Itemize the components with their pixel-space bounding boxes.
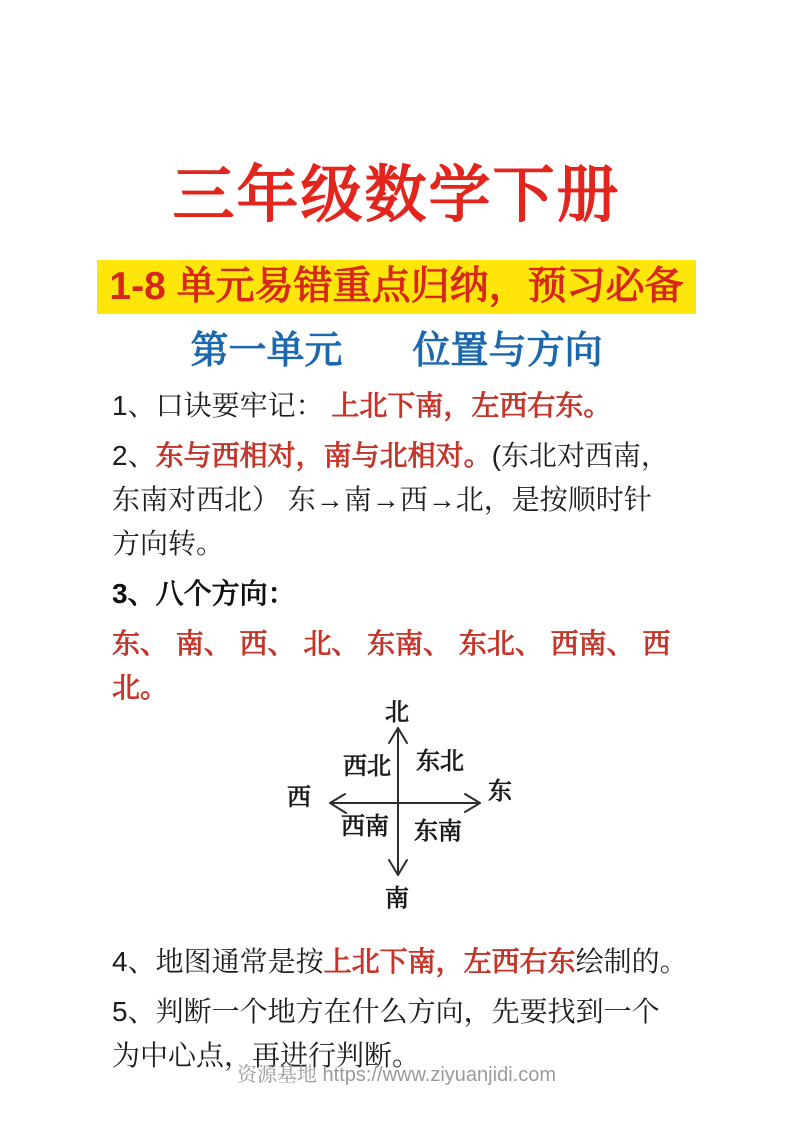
compass-label-northeast: 东北	[416, 748, 464, 775]
watermark: 资源基地 https://www.ziyuanjidi.com	[237, 1064, 556, 1086]
page-title: 三年级数学下册	[172, 161, 621, 230]
text-segment: 东、 南、 西、 北、 东南、 东北、 西南、 西	[112, 628, 671, 659]
text-segment: 5、判断一个地方在什么方向，先要找到一个	[112, 996, 660, 1027]
text-segment: 2、	[112, 440, 156, 471]
text-segment: 4、地图通常是按	[112, 946, 324, 977]
section-topic-label: 位置与方向	[412, 330, 603, 372]
banner-row	[0, 260, 793, 314]
section-heading	[0, 328, 793, 374]
compass-label-east: 东	[488, 778, 512, 805]
note-paragraph-2	[112, 434, 732, 566]
text-segment: 东南对西北） 东→南→西→北，是按顺时针	[112, 484, 652, 515]
note-paragraph-3	[112, 572, 732, 616]
text-segment: 北。	[112, 672, 169, 703]
compass-label-southeast: 东南	[414, 818, 462, 845]
highlight-banner: 1-8 单元易错重点归纳，预习必备	[97, 260, 695, 314]
compass-label-southwest: 西南	[341, 813, 389, 840]
compass-label-northwest: 西北	[343, 753, 391, 780]
compass-label-west: 西	[287, 784, 311, 811]
compass-label-south: 南	[385, 885, 409, 912]
text-segment: 1、口诀要牢记：	[112, 390, 332, 421]
compass-label-north: 北	[385, 699, 409, 726]
compass-diagram	[0, 690, 793, 930]
note-paragraph-1	[112, 384, 732, 428]
text-segment: 上北下南，左西右东	[323, 946, 576, 977]
note-paragraph-4	[112, 940, 752, 984]
text-segment: 东与西相对，南与北相对。	[155, 440, 492, 471]
text-segment: 绘制的。	[575, 946, 688, 977]
section-unit-label: 第一单元	[190, 330, 343, 372]
text-segment: 3、八个方向：	[112, 578, 296, 609]
text-segment: 上北下南，左西右东。	[331, 390, 612, 421]
text-segment: (东北对西南，	[491, 440, 669, 471]
text-segment: 方向转。	[112, 528, 225, 559]
notes-list-top	[112, 384, 732, 716]
text-segment: 为中心点，再进行判断。	[112, 1040, 421, 1071]
